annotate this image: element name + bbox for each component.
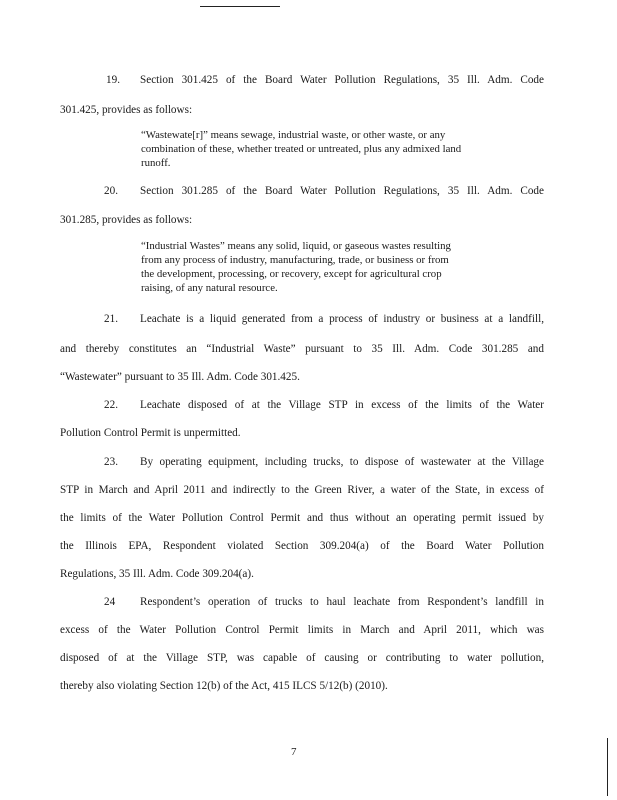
paragraph-21-line-2: and thereby constitutes an “Industrial Waste” pursuant to 35 Ill. Adm. Code 301.285 and <box>60 343 544 355</box>
paragraph-19-line-2: 301.425, provides as follows: <box>60 104 193 116</box>
quote-20-line-3: the development, processing, or recovery, except for agricultural crop <box>141 268 442 280</box>
paragraph-23-line-2: STP in March and April 2011 and indirectly to the Green River, a water of the State, in excess of <box>60 484 544 496</box>
paragraph-24-line-1: Respondent’s operation of trucks to haul leachate from Respondent’s landfill in <box>140 596 544 608</box>
scan-artifact-top <box>200 6 280 7</box>
paragraph-19-number: 19. <box>106 74 120 86</box>
paragraph-24-line-3: disposed of at the Village STP, was capable of causing or contributing to water pollution, <box>60 652 544 664</box>
paragraph-20-line-1: Section 301.285 of the Board Water Pollution Regulations, 35 Ill. Adm. Code <box>140 185 544 197</box>
quote-20-line-4: raising, of any natural resource. <box>141 282 278 294</box>
paragraph-22-number: 22. <box>104 399 118 411</box>
quote-19-line-3: runoff. <box>141 157 171 169</box>
page-number: 7 <box>291 746 297 758</box>
paragraph-22-line-2: Pollution Control Permit is unpermitted. <box>60 427 241 439</box>
paragraph-24-line-2: excess of the Water Pollution Control Permit limits in March and April 2011, which was <box>60 624 544 636</box>
paragraph-23-number: 23. <box>104 456 118 468</box>
paragraph-24-line-4: thereby also violating Section 12(b) of the Act, 415 ILCS 5/12(b) (2010). <box>60 680 388 692</box>
paragraph-20-number: 20. <box>104 185 118 197</box>
paragraph-21-line-1: Leachate is a liquid generated from a process of industry or business at a landfill, <box>140 313 544 325</box>
paragraph-20-line-2: 301.285, provides as follows: <box>60 214 193 226</box>
paragraph-23-line-3: the limits of the Water Pollution Control Permit and thus without an operating permit issued by <box>60 512 544 524</box>
scan-artifact-right-edge <box>607 738 608 796</box>
quote-20-line-1: “Industrial Wastes” means any solid, liquid, or gaseous wastes resulting <box>141 240 451 252</box>
quote-19-line-1: “Wastewate[r]” means sewage, industrial waste, or other waste, or any <box>141 129 446 141</box>
quote-19-line-2: combination of these, whether treated or untreated, plus any admixed land <box>141 143 462 155</box>
paragraph-22-line-1: Leachate disposed of at the Village STP in excess of the limits of the Water <box>140 399 544 411</box>
paragraph-23-line-1: By operating equipment, including trucks, to dispose of wastewater at the Village <box>140 456 544 468</box>
paragraph-23-line-5: Regulations, 35 Ill. Adm. Code 309.204(a). <box>60 568 254 580</box>
paragraph-23-line-4: the Illinois EPA, Respondent violated Section 309.204(a) of the Board Water Pollution <box>60 540 544 552</box>
paragraph-21-line-3: “Wastewater” pursuant to 35 Ill. Adm. Code 301.425. <box>60 371 300 383</box>
paragraph-19-line-1: Section 301.425 of the Board Water Pollution Regulations, 35 Ill. Adm. Code <box>140 74 544 86</box>
paragraph-21-number: 21. <box>104 313 118 325</box>
paragraph-24-number: 24 <box>104 596 116 608</box>
quote-20-line-2: from any process of industry, manufacturing, trade, or business or from <box>141 254 449 266</box>
